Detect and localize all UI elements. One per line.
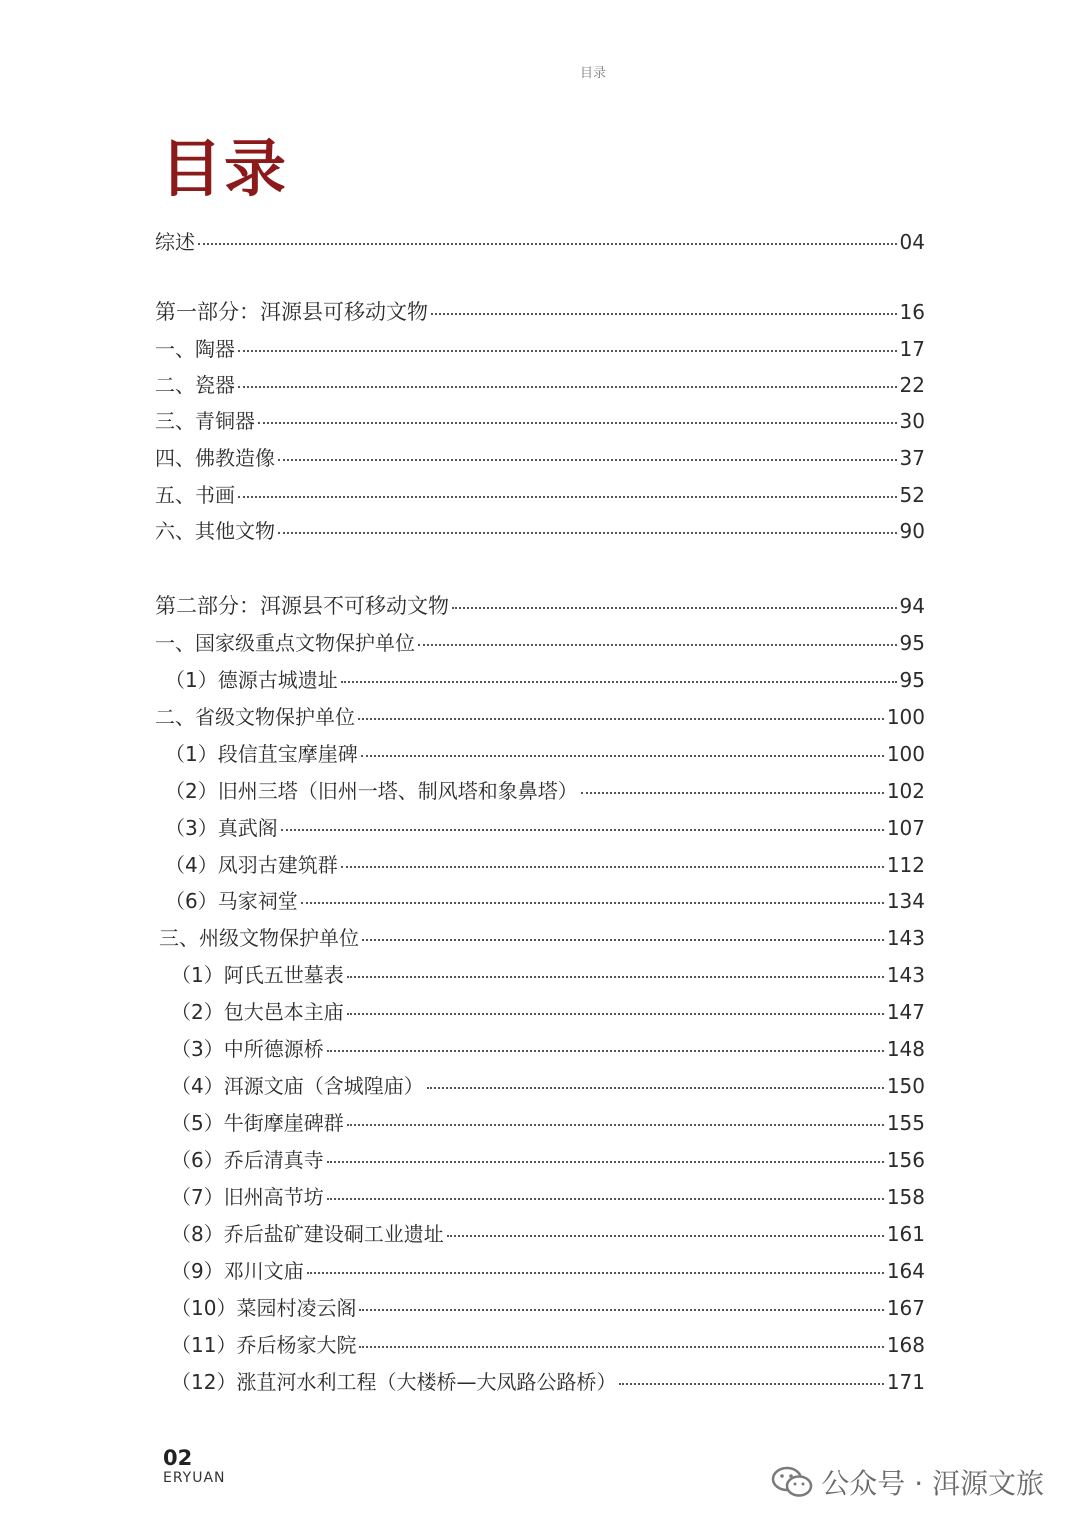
toc-entry-page: 148	[886, 1037, 925, 1061]
toc-entry[interactable]	[155, 815, 925, 841]
toc-entry-label: 六、其他文物	[155, 519, 275, 543]
toc-entry[interactable]	[155, 667, 925, 693]
toc-entry-label: 一、陶器	[155, 337, 235, 361]
dot-leader	[431, 313, 897, 315]
toc-entry-page: 107	[886, 816, 925, 840]
toc-entry[interactable]	[155, 1036, 925, 1062]
toc-entry[interactable]	[155, 630, 925, 656]
toc-entry-label: 五、书画	[155, 483, 235, 507]
watermark	[771, 1462, 1044, 1502]
toc-entry-page: 95	[899, 668, 925, 692]
toc-entry-page: 16	[899, 300, 925, 324]
toc-entry-label: （3）中所德源桥	[171, 1037, 324, 1061]
dot-leader	[619, 1383, 883, 1385]
toc-entry[interactable]	[155, 408, 925, 434]
toc-entry-label: （4）凤羽古建筑群	[165, 853, 338, 877]
toc-entry[interactable]	[155, 704, 925, 730]
toc-entry-page: 95	[899, 631, 925, 655]
dot-leader	[327, 1050, 884, 1052]
page-title: 目录	[160, 132, 289, 205]
toc-entry[interactable]	[155, 482, 925, 508]
toc-entry-page: 167	[886, 1296, 925, 1320]
toc-entry-label: 一、国家级重点文物保护单位	[155, 631, 415, 655]
toc-part2-heading[interactable]	[155, 593, 925, 619]
dot-leader	[358, 718, 884, 720]
dot-leader	[427, 1087, 884, 1089]
toc-entry-label: 第一部分：洱源县可移动文物	[155, 300, 428, 324]
toc-entry-page: 100	[886, 742, 925, 766]
dot-leader	[359, 1346, 883, 1348]
toc-entry[interactable]	[155, 1147, 925, 1173]
wechat-icon	[771, 1464, 813, 1500]
dot-leader	[362, 939, 884, 941]
toc-entry-label: 四、佛教造像	[155, 446, 275, 470]
toc-entry-page: 100	[886, 705, 925, 729]
toc-entry[interactable]	[155, 778, 925, 804]
toc-entry-label: （12）涨苴河水利工程（大楼桥—大凤路公路桥）	[171, 1370, 617, 1394]
dot-leader	[359, 1309, 883, 1311]
toc-entry-page: 22	[899, 373, 925, 397]
toc-entry-page: 90	[899, 519, 925, 543]
toc-entry-label: （7）旧州高节坊	[171, 1185, 324, 1209]
toc-entry-page: 134	[886, 889, 925, 913]
toc-entry[interactable]	[155, 1369, 925, 1395]
toc-entry-label: （6）马家祠堂	[165, 889, 298, 913]
toc-entry-page: 150	[886, 1074, 925, 1098]
watermark-text: 公众号 · 洱源文旅	[821, 1467, 1044, 1500]
dot-leader	[347, 976, 884, 978]
toc-entry[interactable]	[155, 1221, 925, 1247]
toc-entry-page: 164	[886, 1259, 925, 1283]
toc-entry-page: 158	[886, 1185, 925, 1209]
toc-entry-label: 三、青铜器	[155, 409, 255, 433]
dot-leader	[258, 422, 897, 424]
toc-entry[interactable]	[155, 1073, 925, 1099]
toc-entry-page: 112	[886, 853, 925, 877]
dot-leader	[307, 1272, 884, 1274]
toc-entry-page: 168	[886, 1333, 925, 1357]
toc-entry-page: 52	[899, 483, 925, 507]
toc-entry-label: （10）菜园村凌云阁	[171, 1296, 357, 1320]
toc-entry[interactable]	[155, 445, 925, 471]
toc-entry[interactable]	[155, 888, 925, 914]
dot-leader	[341, 681, 897, 683]
toc-entry-page: 156	[886, 1148, 925, 1172]
toc-entry[interactable]	[155, 999, 925, 1025]
toc-entry-label: （1）阿氏五世墓表	[171, 963, 344, 987]
dot-leader	[281, 829, 884, 831]
toc-entry-label: （2）旧州三塔（旧州一塔、制风塔和象鼻塔）	[165, 779, 578, 803]
dot-leader	[238, 496, 897, 498]
footer-page-number: 02	[163, 1446, 193, 1470]
toc-entry-label: （8）乔后盐矿建设硐工业遗址	[171, 1222, 444, 1246]
toc-entry-intro[interactable]	[155, 229, 925, 255]
dot-leader	[361, 755, 884, 757]
dot-leader	[238, 386, 897, 388]
toc-entry-label: 三、州级文物保护单位	[159, 926, 359, 950]
toc-entry-label: （1）段信苴宝摩崖碑	[165, 742, 358, 766]
toc-entry-label: （3）真武阁	[165, 816, 278, 840]
toc-entry-label: 二、省级文物保护单位	[155, 705, 355, 729]
dot-leader	[347, 1013, 884, 1015]
toc-entry[interactable]	[155, 1295, 925, 1321]
dot-leader	[278, 459, 897, 461]
running-header: 目录	[580, 66, 607, 81]
toc-entry[interactable]	[155, 372, 925, 398]
toc-entry-label: （6）乔后清真寺	[171, 1148, 324, 1172]
toc-entry[interactable]	[155, 925, 925, 951]
toc-entry[interactable]	[155, 1184, 925, 1210]
toc-entry-page: 37	[899, 446, 925, 470]
toc-entry-page: 30	[899, 409, 925, 433]
toc-entry-page: 171	[886, 1370, 925, 1394]
dot-leader	[327, 1161, 884, 1163]
toc-entry-page: 147	[886, 1000, 925, 1024]
toc-entry-page: 94	[899, 594, 925, 618]
dot-leader	[452, 607, 897, 609]
toc-entry-label: 综述	[155, 230, 195, 254]
toc-entry-label: （4）洱源文庙（含城隍庙）	[171, 1074, 424, 1098]
dot-leader	[238, 350, 897, 352]
dot-leader	[581, 792, 884, 794]
toc-entry[interactable]	[155, 1258, 925, 1284]
toc-entry-label: （1）德源古城遗址	[165, 668, 338, 692]
toc-entry-page: 143	[886, 963, 925, 987]
footer-brand: ERYUAN	[163, 1470, 226, 1486]
toc-entry-label: （11）乔后杨家大院	[171, 1333, 357, 1357]
toc-entry-label: （9）邓川文庙	[171, 1259, 304, 1283]
toc-entry[interactable]	[155, 1332, 925, 1358]
toc-entry-page: 161	[886, 1222, 925, 1246]
toc-entry[interactable]	[155, 518, 925, 544]
toc-entry[interactable]	[155, 962, 925, 988]
toc-entry-label: （2）包大邑本主庙	[171, 1000, 344, 1024]
dot-leader	[278, 532, 897, 534]
toc-entry-page: 155	[886, 1111, 925, 1135]
toc-entry-page: 04	[899, 230, 925, 254]
toc-entry-label: （5）牛街摩崖碑群	[171, 1111, 344, 1135]
toc-entry-label: 第二部分：洱源县不可移动文物	[155, 594, 449, 618]
toc-entry-page: 17	[899, 337, 925, 361]
toc-entry[interactable]	[155, 1110, 925, 1136]
dot-leader	[327, 1198, 884, 1200]
dot-leader	[341, 866, 884, 868]
dot-leader	[301, 902, 884, 904]
dot-leader	[347, 1124, 884, 1126]
toc-entry[interactable]	[155, 852, 925, 878]
dot-leader	[418, 644, 897, 646]
toc-entry-page: 102	[886, 779, 925, 803]
toc-entry[interactable]	[155, 741, 925, 767]
dot-leader	[198, 243, 897, 245]
toc-entry-page: 143	[886, 926, 925, 950]
dot-leader	[447, 1235, 884, 1237]
toc-entry[interactable]	[155, 336, 925, 362]
toc-entry-label: 二、瓷器	[155, 373, 235, 397]
toc-part1-heading[interactable]	[155, 299, 925, 325]
